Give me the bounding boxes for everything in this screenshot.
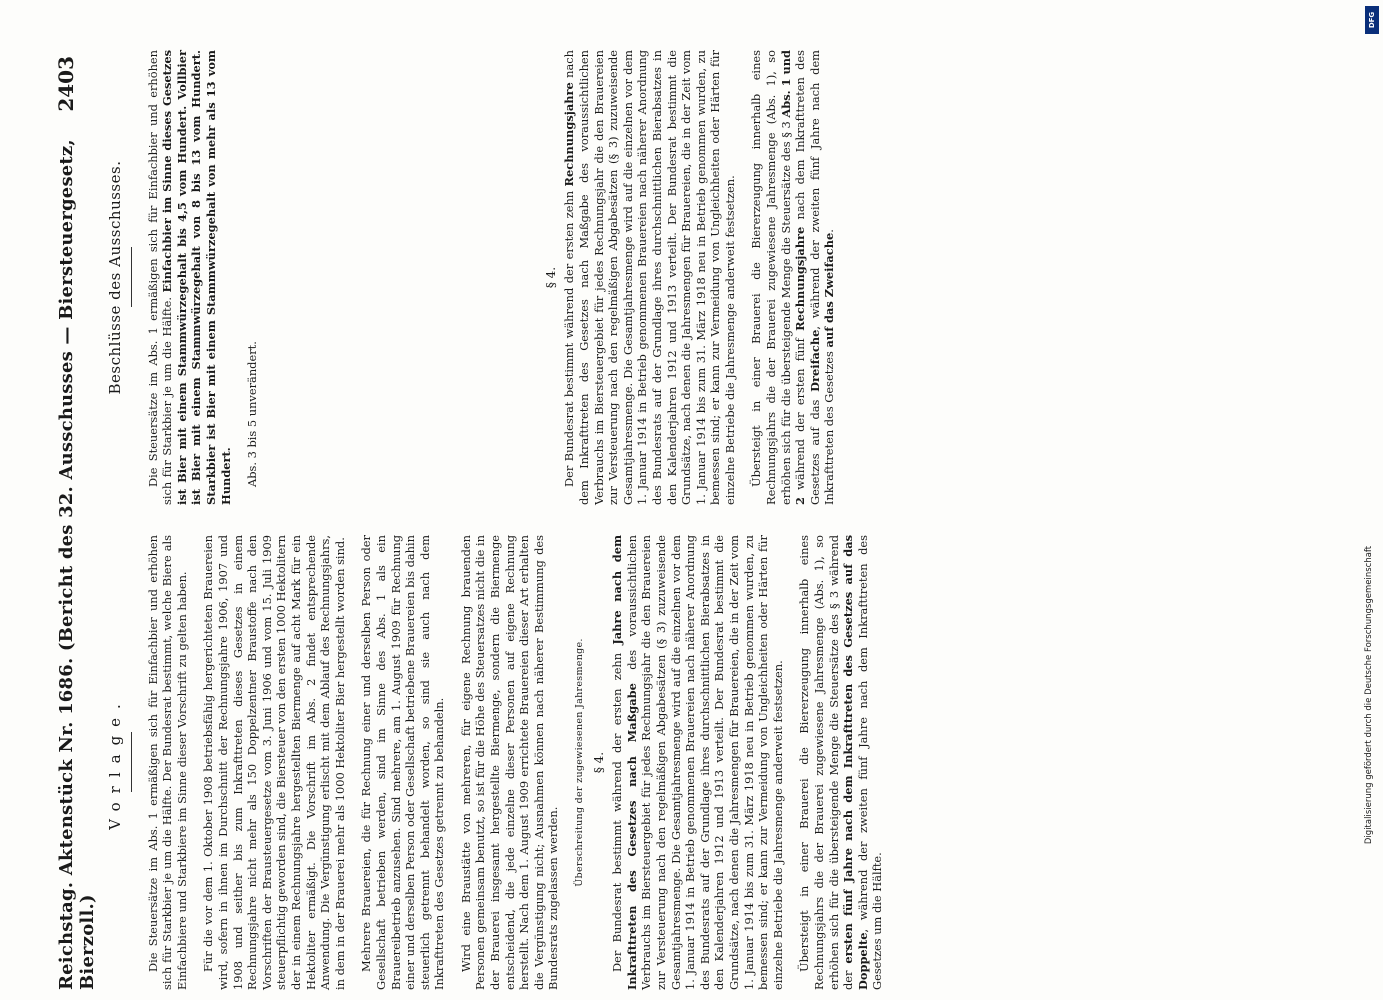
left-paragraph-3: Mehrere Brauereien, die für Rechnung einer und derselben Person oder Gesellschaft betrieben werden, sind im Sinne des Abs. 1 als ein Brauereibetrieb anzusehen. Sind mehrere, am 1. August 1909 für Rechnung einer und derselben Person oder Gesellschaft betriebene Brauereien bis dahin steuerlich getrennt behandelt worden, so sind sie auch nach dem Inkrafttreten des Gesetzes getrennt zu behandeln. bbox=[359, 535, 447, 990]
right-paragraph-2: Abs. 3 bis 5 unverändert. bbox=[245, 341, 260, 487]
bold-run: Dreifache bbox=[807, 329, 822, 392]
credit-text: Digitalisierung gefördert durch die Deutsche Forschungsgemeinschaft bbox=[1364, 545, 1374, 845]
text-run: . bbox=[822, 229, 837, 233]
margin-caption: Überschreitung der zugewiesenen Jahresmenge. bbox=[574, 638, 586, 887]
right-paragraph-1 bbox=[146, 50, 234, 505]
left-column-vorlage bbox=[98, 535, 897, 990]
left-column-title: Vorlage. bbox=[106, 695, 124, 830]
bold-run: Abs. 1 und 2 bbox=[778, 50, 808, 505]
dfg-logo bbox=[1365, 6, 1379, 34]
dfg-logo-text: DFG bbox=[1368, 11, 1376, 29]
title-rule bbox=[131, 733, 132, 793]
text-run: Der Bundesrat bestimmt während der ersten zehn bbox=[610, 644, 625, 972]
right-paragraph-3 bbox=[562, 50, 737, 505]
running-header bbox=[50, 50, 98, 990]
bold-run: auf das Zweifache bbox=[822, 232, 837, 348]
right-paragraph-4 bbox=[749, 50, 837, 505]
text-run: , während der zweiten fünf Jahre nach dem Inkrafttreten des Gesetzes bbox=[807, 50, 837, 505]
title-rule bbox=[131, 248, 132, 308]
left-paragraph-4: Wird eine Braustätte von mehreren, für eigene Rechnung brauenden Personen gemeinsam benutzt, so ist für die Höhe des Steuersatzes nicht die in der Brauerei insgesamt hergestellte Biermenge, sondern die Biermenge entscheidend, die jede einzelne dieser Personen auf eigene Rechnung herstellt. Nach dem 1. August 1909 errichtete Brauereien dieser Art erhalten die Vergünstigung nicht; Ausnahmen können nach näherer Bestimmung des Bundesrats zugelassen werden. bbox=[458, 535, 561, 990]
text-run: Übersteigt in einer Brauerei die Biererzeugung innerhalb eines Rechnungsjahrs die der Brauerei zugewiesene Jahresmenge (Abs. 1), so erhöhen sich für die übersteigende Menge die Steuersätze des § 3 während der bbox=[797, 535, 856, 990]
left-paragraph-1: Die Steuersätze im Abs. 1 ermäßigen sich für Einfachbier und erhöhen sich für Starkbier je um die Hälfte. Der Bundesrat bestimmt, welche Biere als Einfachbiere und Starkbiere im Sinne dieser Vorschrift zu gelten haben. bbox=[145, 535, 189, 990]
page-number: 2403 bbox=[54, 56, 78, 112]
left-paragraph-6 bbox=[797, 535, 885, 990]
text-run: Übersteigt in einer Brauerei die Biererzeugung innerhalb eines Rechnungsjahrs die der Brauerei zugewiesene Jahresmenge (Abs. 1), so erhöhen sich für die übersteigende Menge die Steuersätze des § 3 bbox=[749, 50, 793, 505]
left-section-heading: § 4. bbox=[591, 751, 606, 774]
bold-run: ersten fünf Jahre nach dem Inkrafttreten des Gesetzes auf das Doppelte bbox=[841, 535, 870, 990]
text-run: Der Bundesrat bestimmt während der ersten zehn bbox=[562, 186, 577, 487]
text-run: während der ersten fünf bbox=[793, 330, 808, 498]
bold-run: Rechnungsjahre bbox=[793, 226, 808, 331]
left-paragraph-5 bbox=[610, 535, 785, 990]
rotated-page-content bbox=[50, 50, 1330, 990]
column-gap bbox=[272, 50, 542, 505]
right-column-title: Beschlüsse des Ausschusses. bbox=[106, 160, 124, 395]
left-paragraph-2: Für die vor dem 1. Oktober 1908 betriebsfähig hergerichteten Brauereien wird, sofern in ihnen im Durchschnitt der Rechnungsjahre 1906, 1907 und 1908 und seither bis zum Inkrafttreten dieses Gesetzes in einem Rechnungsjahre nicht mehr als 150 Doppelzentner Braustoffe nach den Vorschriften der Brausteuergesetze vom 3. Juni 1906 und vom 15. Juli 1909 steuerpflichtig geworden sind, die Biersteuer von den ersten 1000 Hektolitern der in einem Rechnungsjahre hergestellten Biermenge auf acht Mark für ein Hektoliter ermäßigt. Die Vorschrift im Abs. 2 findet entsprechende Anwendung. Die Vergünstigung erlischt mit dem Ablauf des Rechnungsjahrs, in dem in der Brauerei mehr als 1000 Hektoliter Bier hergestellt worden sind. bbox=[201, 535, 347, 990]
text-run: Die Steuersätze im Abs. 1 ermäßigen sich für Einfachbier und erhöhen sich für Starkbier je um die Hälfte. bbox=[145, 50, 175, 505]
text-run: nach dem Inkrafttreten des Gesetzes auf das bbox=[793, 50, 822, 505]
text-run: des voraussichtlichen Verbrauchs im Biersteuergebiet für jedes Rechnungsjahr die den Brauereien zur Versteuerung nach den regelmäßigen Abgabesätzen (§ 3) zuzuweisende Gesamtjahresmenge. Die Gesamtjahresmenge wird auf die einzelnen vor dem 1. Januar 1914 in Betrieb genommenen Brauereien nach näherer Anordnung des Bundesrats auf der Grundlage ihres durchschnittlichen Bierabsatzes in den Kalenderjahren 1912 und 1913 verteilt. Der Bundesrat bestimmt die Grundsätze, nach denen die Jahresmengen für Brauereien, die in der Zeit vom 1. Januar 1914 bis zum 31. März 1918 neu in Betrieb genommen wurden, zu bemessen sind; er kann zur Vermeidung von Ungleichheiten oder Härten für einzelne Betriebe die Jahresmenge anderweit festsetzen. bbox=[624, 535, 785, 990]
bold-run: Einfachbier im Sinne dieses Gesetzes ist Bier mit einem Stammwürzegehalt bis 4,5 vom Hundert. Vollbier ist Bier mit einem Stammwürzegehalt von 8 bis 13 vom Hundert. Starkbier ist Bier mit einem Stammwürzegehalt von mehr als 13 vom Hundert. bbox=[160, 50, 233, 505]
right-section-heading: § 4. bbox=[543, 266, 558, 289]
text-run: nach dem Inkrafttreten des Gesetzes nach Maßgabe des voraussichtlichen Verbrauchs im Biersteuergebiet für jedes Rechnungsjahr die den Brauereien zur Versteuerung nach den regelmäßigen Abgabesätzen (§ 3) zuzuweisende Gesamtjahresmenge. Die Gesamtjahresmenge wird auf die einzelnen vor dem 1. Januar 1914 in Betrieb genommenen Brauereien nach näherer Anordnung des Bundesrats auf der Grundlage ihres durchschnittlichen Bierabsatzes in den Kalenderjahren 1912 und 1913 verteilt. Der Bundesrat bestimmt die Grundsätze, nach denen die Jahresmengen für Brauereien, die in der Zeit vom 1. Januar 1914 bis zum 31. März 1918 neu in Betrieb genommen wurden, zu bemessen sind; er kann zur Vermeidung von Ungleichheiten oder Härten für einzelne Betriebe die Jahresmenge anderweit festsetzen. bbox=[562, 50, 737, 505]
text-run: , während der zweiten fünf Jahre nach dem Inkrafttreten des Gesetzes um die Hälfte. bbox=[855, 535, 885, 990]
bold-run: Rechnungsjahre bbox=[562, 82, 577, 187]
right-column-beschluesse bbox=[98, 50, 849, 505]
digitization-credit bbox=[1359, 400, 1379, 980]
bold-run: Jahre nach dem Inkrafttreten des Gesetzes nach Maßgabe bbox=[610, 535, 639, 990]
header-title: Reichstag. Aktenstück Nr. 1686. (Bericht des 32. Ausschusses — Biersteuergesetz, Bierzoll.) bbox=[56, 139, 98, 990]
